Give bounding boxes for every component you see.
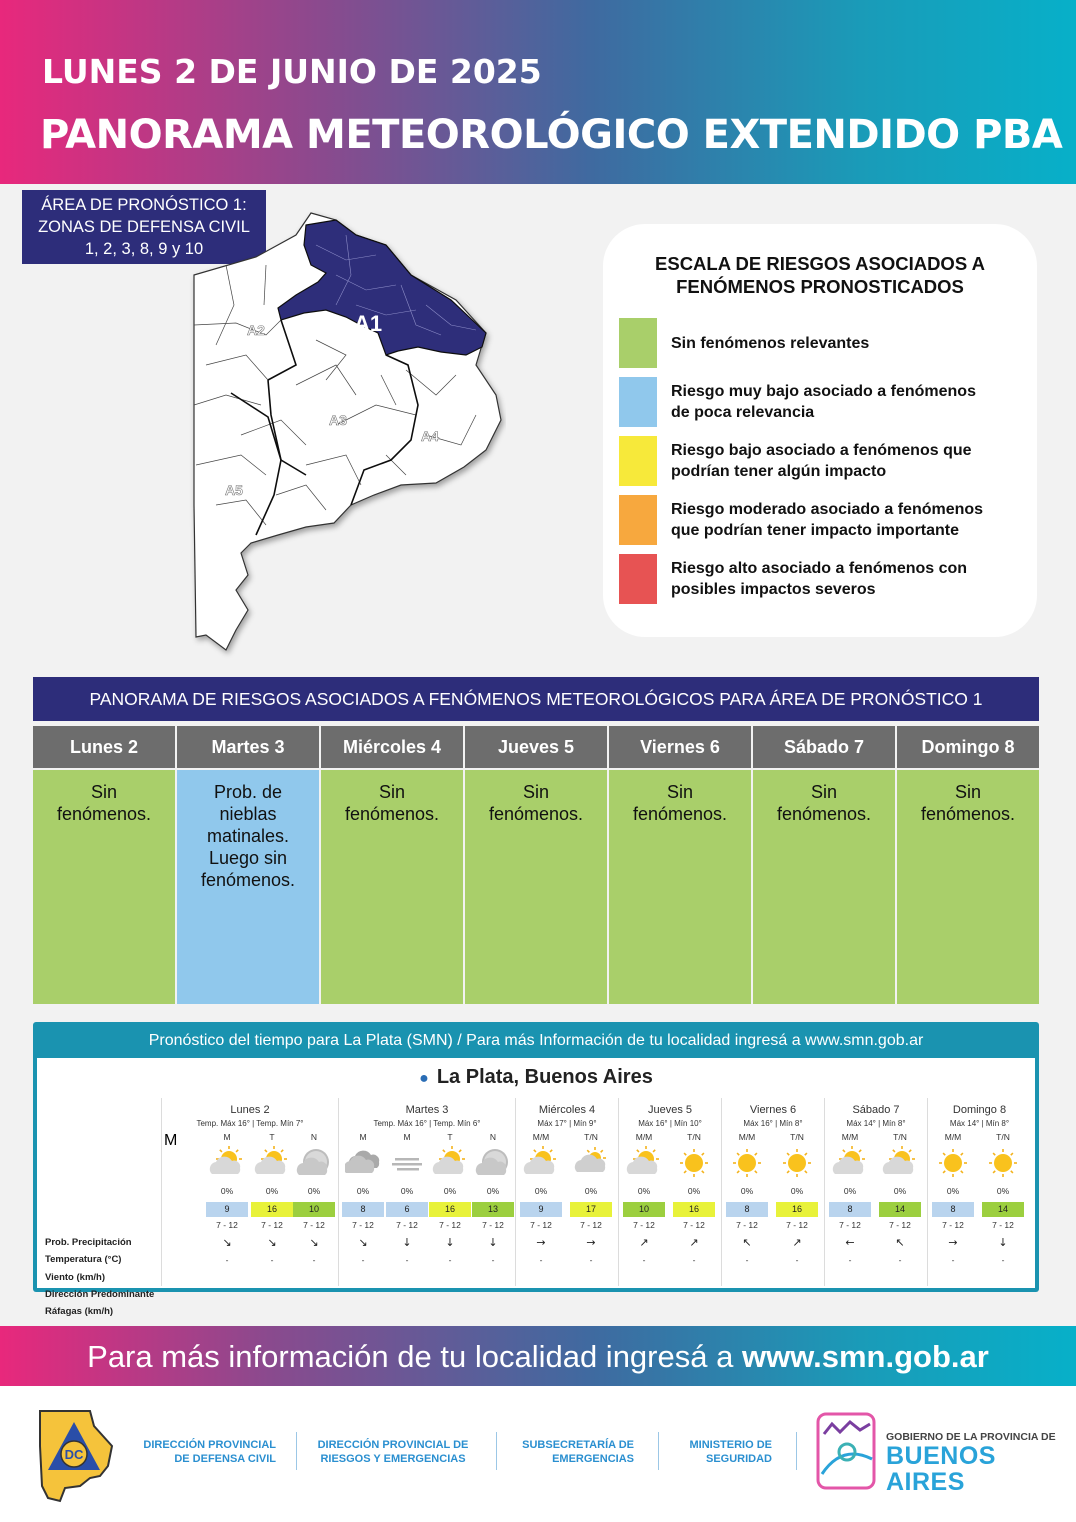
- wind-direction-arrow: ←: [845, 1236, 855, 1249]
- legend-label-line2: posibles impactos severos: [671, 581, 876, 598]
- org-name: [308, 1438, 478, 1466]
- wind-direction-arrow: ↗: [639, 1236, 649, 1249]
- wind-speed: 7 - 12: [482, 1220, 504, 1230]
- wind-gust: -: [951, 1255, 955, 1265]
- risk-day-header: Jueves 5: [465, 726, 607, 768]
- row-label: Temperatura (°C): [45, 1254, 122, 1266]
- wind-gust: -: [491, 1255, 495, 1265]
- temperature-value: 16: [776, 1202, 818, 1217]
- report-date: LUNES 2 DE JUNIO DE 2025: [42, 52, 542, 91]
- legend-swatch: [619, 554, 657, 604]
- forecast-day-column: [721, 1098, 824, 1286]
- slot-period-label: T: [447, 1132, 453, 1142]
- map-label-a2: A2: [247, 322, 265, 338]
- map-label-a4: A4: [421, 428, 439, 444]
- precip-probability: 0%: [307, 1186, 321, 1196]
- risk-cell-line: fenómenos.: [344, 804, 440, 824]
- precip-probability: 0%: [687, 1186, 701, 1196]
- risk-table-header: [33, 726, 1039, 768]
- slot-period-label: M/M: [532, 1132, 550, 1142]
- wind-speed: 7 - 12: [352, 1220, 374, 1230]
- wind-speed: 7 - 12: [786, 1220, 808, 1230]
- risk-day-cell: [465, 770, 607, 1004]
- location-title: [37, 1066, 1035, 1089]
- header: [0, 0, 1076, 184]
- forecast-slot: [473, 1132, 513, 1282]
- precip-probability: 0%: [443, 1186, 457, 1196]
- org-name-line1: DIRECCIÓN PROVINCIAL DE: [317, 1439, 469, 1451]
- area-box-line3: 1, 2, 3, 8, 9 y 10: [84, 240, 204, 258]
- precip-probability: 0%: [534, 1186, 548, 1196]
- risk-cell-line: Sin: [810, 782, 837, 802]
- risk-cell-line: Sin: [90, 782, 117, 802]
- slot-period-label: M/M: [635, 1132, 653, 1142]
- legend-swatch: [619, 318, 657, 368]
- wind-speed: 7 - 12: [261, 1220, 283, 1230]
- slot-period-label: T/N: [584, 1132, 598, 1142]
- forecast-day-name: Domingo 8: [952, 1104, 1007, 1116]
- wind-gust: -: [589, 1255, 593, 1265]
- temperature-value: 9: [206, 1202, 248, 1217]
- area-box-line2: ZONAS DE DEFENSA CIVIL: [38, 218, 250, 236]
- slot-period-label: T/N: [893, 1132, 907, 1142]
- wind-speed: 7 - 12: [736, 1220, 758, 1230]
- forecast-day-name: Viernes 6: [749, 1104, 797, 1116]
- temperature-value: 9: [520, 1202, 562, 1217]
- wind-direction-arrow: ↖: [895, 1236, 905, 1249]
- wind-direction-arrow: ↗: [792, 1236, 802, 1249]
- precip-probability: 0%: [790, 1186, 804, 1196]
- moon-cloud-icon: [475, 1146, 511, 1180]
- org-name-line1: MINISTERIO DE: [689, 1439, 772, 1451]
- legend-title: [603, 252, 1037, 298]
- gba-emblem-icon: [812, 1404, 882, 1496]
- forecast-day-column: [618, 1098, 721, 1286]
- temperature-value: 14: [982, 1202, 1024, 1217]
- sun-icon: [779, 1146, 815, 1180]
- wind-gust: -: [848, 1255, 852, 1265]
- banner-text: [0, 1326, 1076, 1388]
- legend-label-line1: Riesgo alto asociado a fenómenos con: [671, 560, 968, 577]
- slot-period-label: N: [310, 1132, 318, 1142]
- risk-cell-line: matinales.: [206, 826, 290, 846]
- forecast-day-name: Miércoles 4: [538, 1104, 596, 1116]
- forecast-day-name: Sábado 7: [852, 1104, 900, 1116]
- temperature-value: 16: [251, 1202, 293, 1217]
- wind-speed: 7 - 12: [303, 1220, 325, 1230]
- wind-speed: 7 - 12: [992, 1220, 1014, 1230]
- footer-divider: [496, 1432, 497, 1470]
- wind-gust: -: [312, 1255, 316, 1265]
- temperature-value: 8: [829, 1202, 871, 1217]
- risk-table-title: PANORAMA DE RIESGOS ASOCIADOS A FENÓMENOS METEOROLÓGICOS PARA ÁREA DE PRONÓSTICO 1: [33, 677, 1039, 721]
- wind-direction-arrow: →: [586, 1236, 596, 1249]
- precip-probability: 0%: [637, 1186, 651, 1196]
- legend-label-line1: Sin fenómenos relevantes: [671, 335, 870, 352]
- sun-cloud-icon: [254, 1146, 290, 1180]
- legend-label-line1: Riesgo muy bajo asociado a fenómenos: [671, 383, 976, 400]
- risk-day-cell: [609, 770, 751, 1004]
- temperature-value: 14: [879, 1202, 921, 1217]
- forecast-slot: [207, 1132, 247, 1282]
- org-name-line1: SUBSECRETARÍA DE: [522, 1439, 634, 1451]
- org-name-line2: EMERGENCIAS: [552, 1453, 634, 1465]
- risk-cell-line: Sin: [378, 782, 405, 802]
- forecast-day-temps: Máx 16° | Mín 8°: [743, 1119, 803, 1128]
- forecast-slot: [674, 1132, 714, 1282]
- legend-label-line1: Riesgo moderado asociado a fenómenos: [671, 501, 984, 518]
- precip-probability: 0%: [946, 1186, 960, 1196]
- forecast-day-temps: Máx 17° | Mín 9°: [537, 1119, 597, 1128]
- forecast-slot: [727, 1132, 767, 1282]
- risk-table-body: [33, 770, 1039, 1004]
- forecast-day-temps: Máx 16° | Mín 10°: [638, 1119, 702, 1128]
- risk-day-cell: [753, 770, 895, 1004]
- smn-forecast: [33, 1022, 1039, 1318]
- wind-gust: -: [405, 1255, 409, 1265]
- wind-speed: 7 - 12: [439, 1220, 461, 1230]
- forecast-slot: [343, 1132, 383, 1282]
- location-name: La Plata, Buenos Aires: [436, 1066, 653, 1088]
- smn-title: Pronóstico del tiempo para La Plata (SMN) / Para más Información de tu localidad ingresá a www.smn.gob.ar: [148, 1032, 924, 1049]
- sun-icon: [935, 1146, 971, 1180]
- temperature-value: 8: [932, 1202, 974, 1217]
- sun-cloud-icon: [523, 1146, 559, 1180]
- temperature-value: 16: [673, 1202, 715, 1217]
- legend-swatch: [619, 377, 657, 427]
- risk-day-header: Viernes 6: [609, 726, 751, 768]
- gba-big-text: BUENOS AIRES: [886, 1442, 996, 1496]
- precip-probability: 0%: [486, 1186, 500, 1196]
- wind-gust: -: [692, 1255, 696, 1265]
- org-name: [130, 1438, 276, 1466]
- fog-icon: [389, 1146, 425, 1180]
- row-labels: [45, 1234, 165, 1320]
- forecast-day-temps: Máx 14° | Mín 8°: [846, 1119, 906, 1128]
- wind-direction-arrow: →: [948, 1236, 958, 1249]
- map-label-a1: A1: [353, 311, 383, 336]
- forecast-slot: [387, 1132, 427, 1282]
- risk-day-cell: [33, 770, 175, 1004]
- slot-period-label: T/N: [996, 1132, 1010, 1142]
- wind-direction-arrow: ↓: [998, 1236, 1008, 1249]
- slot-period-label: M/M: [944, 1132, 962, 1142]
- wind-gust: -: [745, 1255, 749, 1265]
- legend-item: [619, 495, 1019, 545]
- precip-probability: 0%: [893, 1186, 907, 1196]
- forecast-day-temps: Máx 14° | Mín 8°: [949, 1119, 1010, 1128]
- forecast-day-column: [927, 1098, 1031, 1286]
- wind-gust: -: [448, 1255, 452, 1265]
- map-label-a5: A5: [225, 482, 243, 498]
- info-banner: [0, 1326, 1076, 1386]
- wind-direction-arrow: ↓: [488, 1236, 498, 1249]
- legend-label-line1: Riesgo bajo asociado a fenómenos que: [671, 442, 972, 459]
- sun-cloud-icon: [432, 1146, 468, 1180]
- wind-speed: 7 - 12: [530, 1220, 552, 1230]
- slot-period-label: M/M: [738, 1132, 756, 1142]
- row-label: Viento (km/h): [45, 1271, 105, 1283]
- slot-period-label: T/N: [687, 1132, 701, 1142]
- precip-probability: 0%: [356, 1186, 370, 1196]
- org-name-line2: DE DEFENSA CIVIL: [174, 1453, 276, 1465]
- wind-gust: -: [795, 1255, 799, 1265]
- risk-day-header: Domingo 8: [897, 726, 1039, 768]
- forecast-slot: [777, 1132, 817, 1282]
- wind-direction-arrow: ↘: [358, 1236, 368, 1249]
- location-pin-icon: ●: [419, 1070, 429, 1087]
- sun-cloud-icon: [209, 1146, 245, 1180]
- forecast-slot: [933, 1132, 973, 1282]
- wind-direction-arrow: ↖: [742, 1236, 752, 1249]
- risk-day-header: Miércoles 4: [321, 726, 463, 768]
- wind-direction-arrow: ↓: [445, 1236, 455, 1249]
- row-label: Dirección Predominante: [45, 1288, 155, 1300]
- wind-direction-arrow: ↓: [402, 1236, 412, 1249]
- forecast-slot: [294, 1132, 334, 1282]
- forecast-day-name: Martes 3: [405, 1104, 449, 1116]
- forecast-slot: [430, 1132, 470, 1282]
- slot-period-label: M: [359, 1132, 367, 1142]
- footer: [0, 1386, 1076, 1522]
- legend-label-line2: que podrían tener impacto importante: [671, 522, 960, 539]
- risk-cell-line: Sin: [954, 782, 981, 802]
- forecast-day-column: [161, 1098, 338, 1286]
- slot-period-label: M: [403, 1132, 411, 1142]
- map-label-a3: A3: [329, 412, 347, 428]
- sun-icon: [985, 1146, 1021, 1180]
- wind-gust: -: [270, 1255, 274, 1265]
- wind-gust: -: [225, 1255, 229, 1265]
- legend-label-line2: podrían tener algún impacto: [671, 463, 887, 480]
- legend-label: [671, 440, 1021, 482]
- footer-divider: [296, 1432, 297, 1470]
- slot-period-label: N: [489, 1132, 497, 1142]
- gba-wordmark: [886, 1431, 1076, 1495]
- forecast-slot: [252, 1132, 292, 1282]
- footer-divider: [658, 1432, 659, 1470]
- risk-day-header: Martes 3: [177, 726, 319, 768]
- risk-day-cell: [177, 770, 319, 1004]
- row-label: Ráfagas (km/h): [45, 1306, 114, 1318]
- wind-speed: 7 - 12: [580, 1220, 602, 1230]
- precip-probability: 0%: [220, 1186, 234, 1196]
- temperature-value: 16: [429, 1202, 471, 1217]
- smn-panel: [37, 1058, 1035, 1318]
- forecast-slot: [983, 1132, 1023, 1282]
- risk-cell-line: fenómenos.: [56, 804, 152, 824]
- wind-gust: -: [642, 1255, 646, 1265]
- risk-cell-line: fenómenos.: [200, 870, 296, 890]
- risk-day-cell: [321, 770, 463, 1004]
- precip-probability: 0%: [400, 1186, 414, 1196]
- forecast-slot: [521, 1132, 561, 1282]
- wind-speed: 7 - 12: [839, 1220, 861, 1230]
- wind-direction-arrow: →: [536, 1236, 546, 1249]
- forecast-day-temps: Temp. Máx 16° | Temp. Mín 7°: [196, 1119, 304, 1128]
- temperature-value: 10: [623, 1202, 665, 1217]
- wind-gust: -: [898, 1255, 902, 1265]
- row-label: Prob. Precipitación: [45, 1237, 132, 1248]
- page-title: PANORAMA METEOROLÓGICO EXTENDIDO PBA: [40, 112, 1063, 158]
- temperature-value: 8: [726, 1202, 768, 1217]
- wind-direction-arrow: ↘: [309, 1236, 319, 1249]
- forecast-slot: [624, 1132, 664, 1282]
- cloud-sun-icon: [573, 1146, 609, 1180]
- legend-label-line2: de poca relevancia: [671, 404, 815, 421]
- forecast-slot: [830, 1132, 870, 1282]
- sun-cloud-icon: [832, 1146, 868, 1180]
- legend-item: [619, 554, 1019, 604]
- sun-icon: [729, 1146, 765, 1180]
- org-name-line2: SEGURIDAD: [705, 1453, 772, 1465]
- wind-speed: 7 - 12: [396, 1220, 418, 1230]
- risk-day-header: Lunes 2: [33, 726, 175, 768]
- risk-legend: [603, 224, 1037, 637]
- risk-cell-line: Sin: [666, 782, 693, 802]
- slot-period-label: M/M: [841, 1132, 859, 1142]
- risk-cell-line: Luego sin: [208, 848, 288, 868]
- gba-small-text: GOBIERNO DE LA PROVINCIA DE: [886, 1431, 1056, 1443]
- forecast-day-column: [515, 1098, 618, 1286]
- temperature-value: 13: [472, 1202, 514, 1217]
- precip-probability: 0%: [740, 1186, 754, 1196]
- wind-gust: -: [361, 1255, 365, 1265]
- slot-period-label: M: [223, 1132, 231, 1142]
- legend-label: [671, 333, 1021, 354]
- precip-probability: 0%: [843, 1186, 857, 1196]
- risk-cell-line: fenómenos.: [632, 804, 728, 824]
- wind-speed: 7 - 12: [942, 1220, 964, 1230]
- wind-direction-arrow: ↘: [222, 1236, 232, 1249]
- risk-day-header: Sábado 7: [753, 726, 895, 768]
- legend-item: [619, 377, 1019, 427]
- risk-cell-line: fenómenos.: [776, 804, 872, 824]
- forecast-day-column: [338, 1098, 515, 1286]
- precip-probability: 0%: [265, 1186, 279, 1196]
- legend-swatch: [619, 495, 657, 545]
- wind-speed: 7 - 12: [683, 1220, 705, 1230]
- slot-period-label: T/N: [790, 1132, 804, 1142]
- risk-day-cell: [897, 770, 1039, 1004]
- sun-icon: [676, 1146, 712, 1180]
- moon-cloud-icon: [296, 1146, 332, 1180]
- risk-cell-line: Prob. de: [213, 782, 283, 802]
- slot-period-label: T: [269, 1132, 275, 1142]
- legend-title-line2: FENÓMENOS PRONOSTICADOS: [676, 276, 964, 297]
- legend-label: [671, 558, 1021, 600]
- org-name-line1: DIRECCIÓN PROVINCIAL: [143, 1439, 276, 1451]
- wind-direction-arrow: ↗: [689, 1236, 699, 1249]
- forecast-slot: [571, 1132, 611, 1282]
- legend-title-line1: ESCALA DE RIESGOS ASOCIADOS A: [655, 253, 985, 274]
- legend-item: [619, 436, 1019, 486]
- forecast-day-name: Jueves 5: [647, 1104, 693, 1116]
- temperature-value: 10: [293, 1202, 335, 1217]
- risk-cell-line: fenómenos.: [920, 804, 1016, 824]
- precip-probability: 0%: [996, 1186, 1010, 1196]
- forecast-day-name: Lunes 2: [230, 1104, 270, 1116]
- sun-cloud-icon: [882, 1146, 918, 1180]
- temperature-value: 17: [570, 1202, 612, 1217]
- cloud-icon: [345, 1146, 381, 1180]
- legend-label: [671, 381, 1021, 423]
- forecast-day-temps: Temp. Máx 16° | Temp. Mín 6°: [373, 1119, 481, 1128]
- temperature-value: 8: [342, 1202, 384, 1217]
- temperature-value: 6: [386, 1202, 428, 1217]
- footer-divider: [796, 1432, 797, 1470]
- wind-direction-arrow: ↘: [267, 1236, 277, 1249]
- area-box-line1: ÁREA DE PRONÓSTICO 1:: [41, 196, 247, 214]
- wind-gust: -: [1001, 1255, 1005, 1265]
- forecast-day-column: [824, 1098, 927, 1286]
- legend-swatch: [619, 436, 657, 486]
- forecast-slot-label-extra: M: [164, 1132, 178, 1149]
- forecast-slot: [880, 1132, 920, 1282]
- logo-text: DC: [64, 1447, 84, 1462]
- legend-item: [619, 318, 1019, 368]
- province-map: [186, 205, 506, 660]
- wind-speed: 7 - 12: [633, 1220, 655, 1230]
- sun-cloud-icon: [626, 1146, 662, 1180]
- org-name: [668, 1438, 772, 1466]
- legend-label: [671, 499, 1021, 541]
- risk-cell-line: Sin: [522, 782, 549, 802]
- defensa-civil-logo: [30, 1406, 118, 1504]
- wind-speed: 7 - 12: [889, 1220, 911, 1230]
- banner-url-link[interactable]: www.smn.gob.ar: [741, 1339, 989, 1374]
- org-name: [508, 1438, 634, 1466]
- risk-cell-line: nieblas: [219, 804, 277, 824]
- wind-speed: 7 - 12: [216, 1220, 238, 1230]
- precip-probability: 0%: [584, 1186, 598, 1196]
- risk-cell-line: fenómenos.: [488, 804, 584, 824]
- banner-message: Para más información de tu localidad ingresá a: [87, 1339, 742, 1374]
- org-name-line2: RIESGOS Y EMERGENCIAS: [320, 1453, 466, 1465]
- wind-gust: -: [539, 1255, 543, 1265]
